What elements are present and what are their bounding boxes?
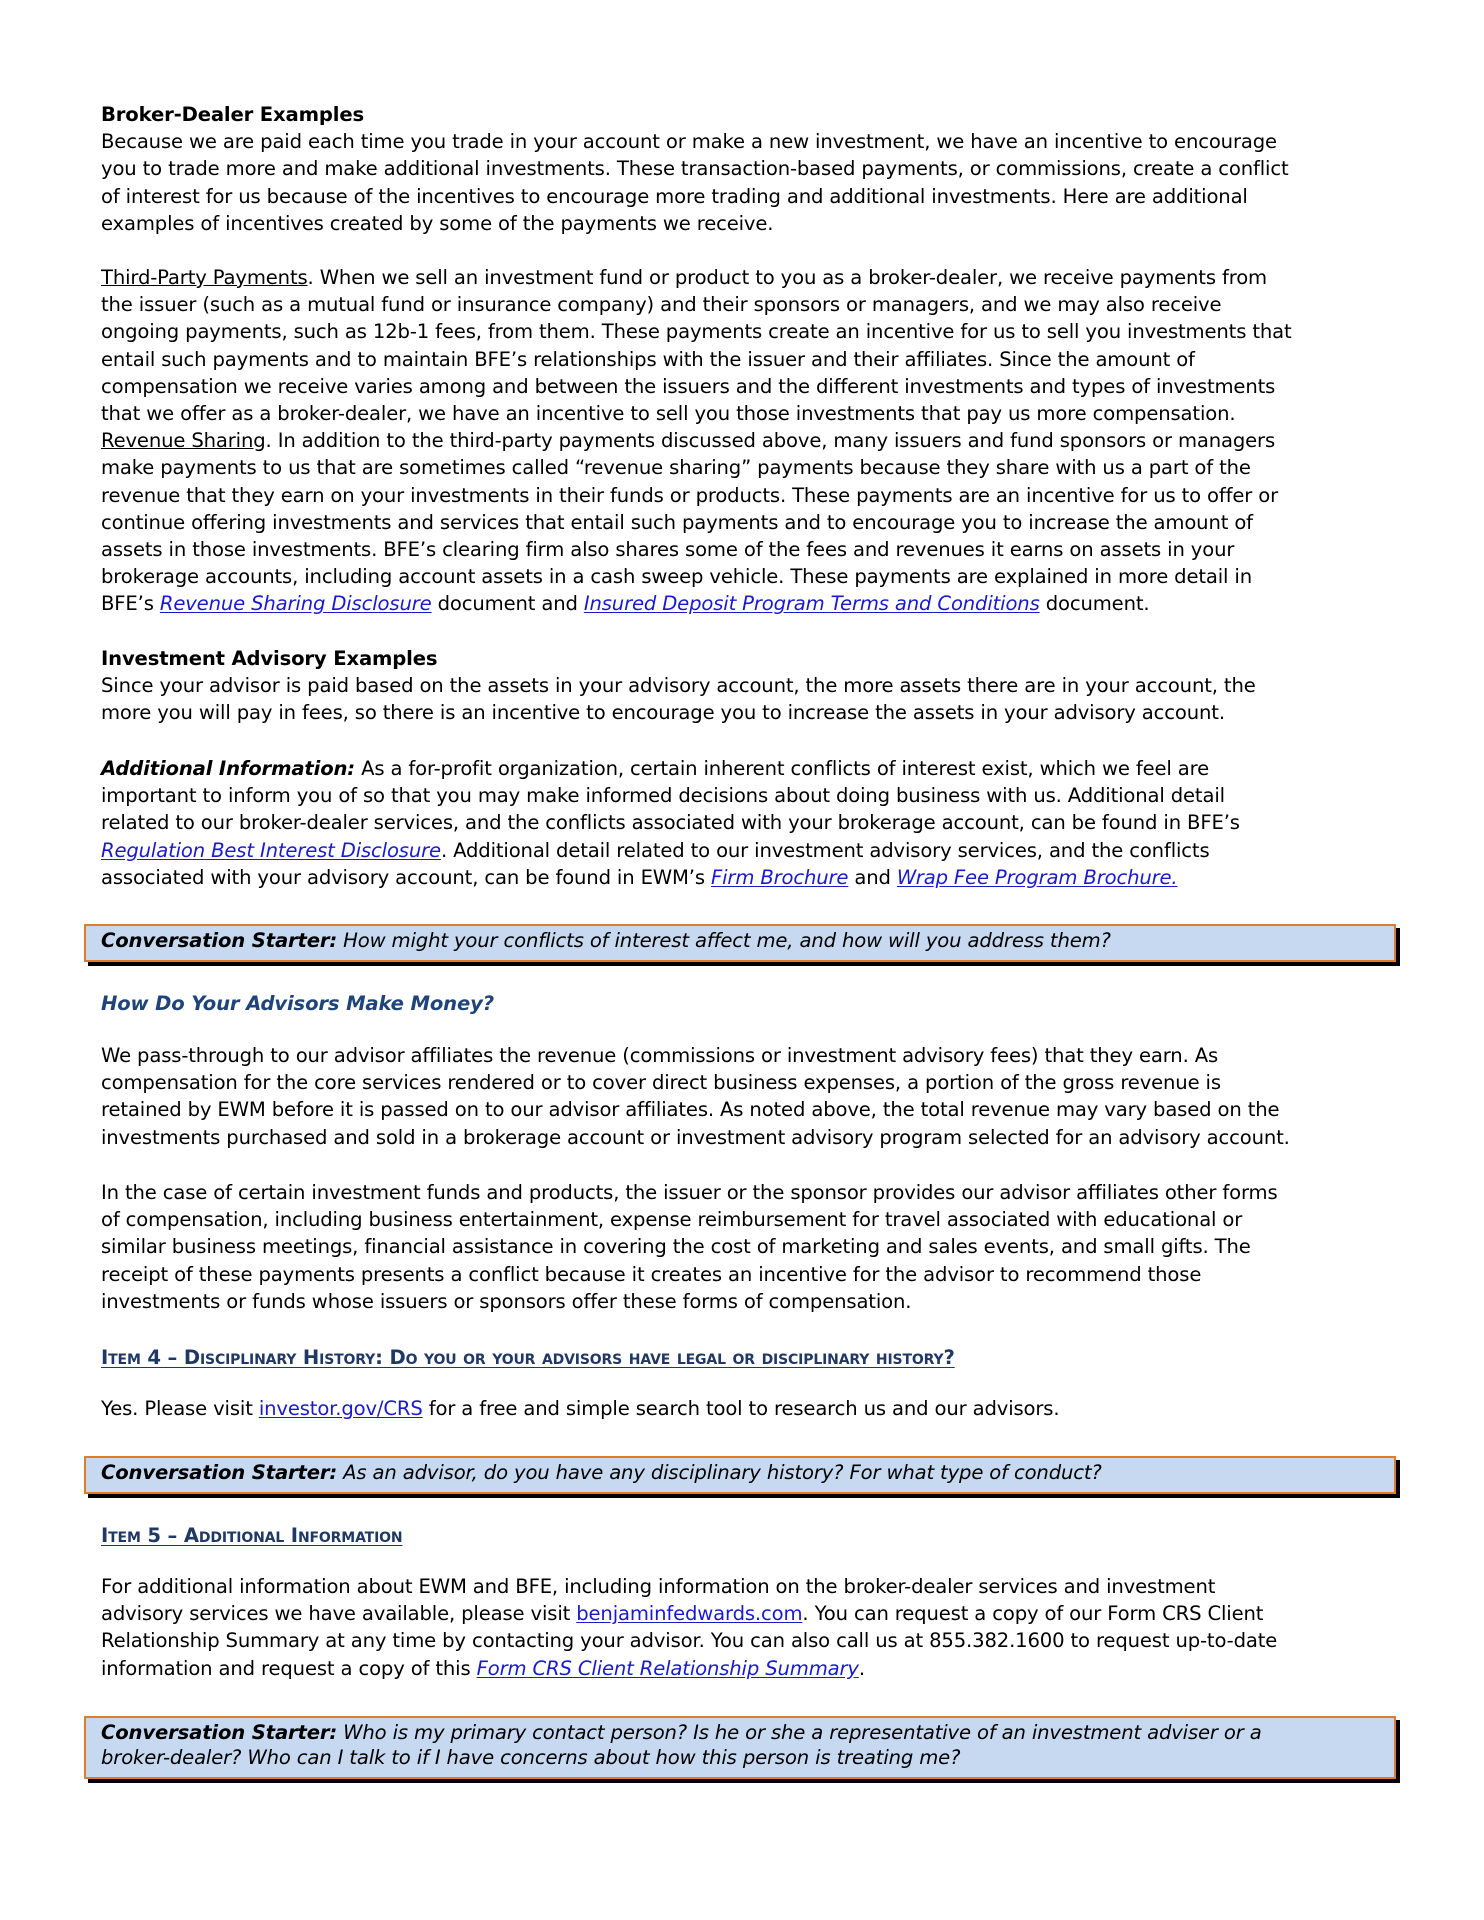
text-line [101,590,1401,617]
third-party-paragraph [101,264,1401,617]
text-segment: of interest for us because of the incentives to encourage more trading and additional investments. Here are additional [101,184,1248,208]
text-segment: the issuer (such as a mutual fund or insurance company) and their sponsors or managers, and we may also receive [101,293,1222,317]
text-line [101,291,1401,318]
text-segment: that we offer as a broker-dealer, we have an incentive to sell you those investments that pay us more compensation. [101,401,1236,425]
text-line [101,536,1401,563]
text-line [101,929,1386,954]
text-segment: Relationship Summary at any time by contacting your advisor. You can also call us at 855.382.1600 to request up-to-date [101,1629,1278,1653]
text-line [101,373,1401,400]
text-segment: make payments to us that are sometimes called “revenue sharing” payments because they share with us a part of the [101,456,1251,480]
text-line [101,155,1401,182]
text-line [101,210,1401,237]
text-segment: entail such payments and to maintain BFE’s relationships with the issuer and their affiliates. Since the amount of [101,347,1195,371]
broker-dealer-section [101,101,1401,237]
text-line [101,1069,1401,1096]
firm-brochure-link[interactable]: Firm Brochure [711,865,849,889]
text-line [101,1096,1401,1123]
investor-gov-link[interactable]: investor.gov/CRS [258,1397,423,1420]
underlined-term: Revenue Sharing [101,429,266,453]
item-5-heading [101,1522,1401,1549]
advisors-money-section [101,990,1401,1017]
text-segment: brokerage accounts, including account assets in a cash sweep vehicle. These payments are explained in more detail in [101,565,1252,589]
text-line [101,563,1401,590]
text-line [101,509,1401,536]
item-4-heading-text: Item 4 – Disciplinary History: Do you or your advisors have legal or disciplinary history? [101,1346,955,1369]
text-segment: retained by EWM before it is passed on to our advisor affiliates. As noted above, the total revenue may vary based on the [101,1098,1280,1122]
conversation-starter-text [101,1461,1386,1486]
text-segment: broker-dealer? Who can I talk to if I have concerns about how this person is treating me? [101,1745,961,1769]
text-line [101,1600,1401,1627]
text-line [101,1627,1401,1654]
conversation-starter-callout [84,924,1396,962]
text-line [101,1042,1401,1069]
bold-label: Conversation Starter: [101,1721,338,1744]
text-segment: For additional information about EWM and BFE, including information on the broker-dealer services and investment [101,1575,1216,1598]
text-segment: and [848,865,897,889]
text-line [101,482,1401,509]
text-segment: . You can request a copy of our Form CRS Client [802,1602,1264,1626]
revenue-sharing-disclosure-link[interactable]: Revenue Sharing Disclosure [159,592,432,616]
text-segment: document and [431,592,584,616]
bold-label: Conversation Starter: [101,929,338,952]
text-line [101,1721,1386,1746]
section-heading: Investment Advisory Examples [101,647,438,670]
text-segment: compensation for the core services rendered or to cover direct business expenses, a portion of the gross revenue is [101,1071,1221,1095]
benjaminfedwards-link[interactable]: benjaminfedwards.com [576,1602,803,1626]
conversation-starter-callout [84,1716,1396,1779]
item-5-paragraph [101,1573,1401,1682]
text-line [101,1261,1401,1288]
text-segment: . In addition to the third-party payments discussed above, many issuers and fund sponsors or managers [265,429,1276,453]
underlined-term: Third-Party Payments [101,266,308,289]
additional-information-paragraph [101,755,1401,891]
broker-dealer-paragraph [101,128,1401,237]
form-crs-link[interactable]: Form CRS Client Relationship Summary [476,1656,859,1680]
text-line [101,1573,1401,1600]
text-segment: In the case of certain investment funds and products, the issuer or the sponsor provides our advisor affiliates other forms [101,1181,1278,1204]
text-segment: associated with your advisory account, can be found in EWM’s [101,865,711,889]
text-segment: you to trade more and make additional investments. These transaction-based payments, or commissions, create a conflict [101,157,1289,181]
text-segment: Since your advisor is paid based on the assets in your advisory account, the more assets there are in your account, the [101,674,1256,698]
text-line [101,346,1401,373]
text-segment: information and request a copy of this [101,1656,477,1680]
bold-label: Additional Information: [101,757,355,780]
conversation-starter-text [101,1721,1386,1770]
text-segment: Because we are paid each time you trade in your account or make a new investment, we have an incentive to encourage [101,130,1277,154]
text-line [101,318,1401,345]
section-heading: Broker-Dealer Examples [101,103,364,126]
item-5-heading-text: Item 5 – Additional Information [101,1524,403,1547]
text-line [101,400,1401,427]
text-line [101,264,1401,291]
text-segment: As an advisor, do you have any disciplinary history? For what type of conduct? [337,1461,1102,1484]
text-line [101,1206,1401,1233]
text-segment: compensation we receive varies among and between the issuers and the different investments and types of investments [101,374,1276,398]
text-segment: document. [1039,592,1150,616]
text-segment: related to our broker-dealer services, and the conflicts associated with your brokerage account, can be found in BFE’s [101,811,1240,835]
text-line [101,1655,1401,1682]
text-segment: BFE’s [101,592,160,616]
text-line [101,837,1401,864]
text-line [101,1461,1386,1486]
item-4-paragraph [101,1395,1401,1422]
advisors-money-paragraph-1 [101,1042,1401,1151]
text-segment: . When we sell an investment fund or product to you as a broker-dealer, we receive payments from [307,266,1267,289]
text-line [101,699,1401,726]
text-line [101,1124,1401,1151]
text-segment: advisory services we have available, please visit [101,1602,577,1626]
text-segment: ongoing payments, such as 12b-1 fees, from them. These payments create an incentive for us to sell you investments that [101,320,1292,344]
text-segment: investments purchased and sold in a brokerage account or investment advisory program selected for an advisory account. [101,1125,1290,1149]
insured-deposit-program-link[interactable]: Insured Deposit Program Terms and Conditions [583,592,1040,616]
text-segment: for a free and simple search tool to research us and our advisors. [422,1397,1060,1420]
text-segment: assets in those investments. BFE’s clearing firm also shares some of the fees and revenues it earns on assets in your [101,537,1235,561]
text-line [101,1288,1401,1315]
text-segment: We pass-through to our advisor affiliates the revenue (commissions or investment advisory fees) that they earn. As [101,1044,1219,1067]
text-line [101,183,1401,210]
text-line [101,1233,1401,1260]
additional-information-section [101,755,1401,891]
advisors-money-paragraph-2 [101,1179,1401,1315]
section-heading: How Do Your Advisors Make Money? [101,992,494,1015]
text-segment: of compensation, including business entertainment, expense reimbursement for travel associated with educational or [101,1208,1243,1232]
bold-label: Conversation Starter: [101,1461,338,1484]
text-line [101,1179,1401,1206]
text-segment: As a for-profit organization, certain inherent conflicts of interest exist, which we feel are [355,757,1210,780]
text-segment: revenue that they earn on your investments in their funds or products. These payments are an incentive for us to offer or [101,483,1279,507]
text-segment: continue offering investments and services that entail such payments and to encourage you to increase the amount of [101,510,1253,534]
text-segment: important to inform you of so that you may make informed decisions about doing business with us. Additional detail [101,784,1225,808]
text-segment: more you will pay in fees, so there is an incentive to encourage you to increase the assets in your advisory account. [101,701,1225,725]
text-line [101,755,1401,782]
regulation-best-interest-link[interactable]: Regulation Best Interest Disclosure [101,838,441,862]
text-line [101,128,1401,155]
conversation-starter-callout [84,1456,1396,1494]
text-line [101,672,1401,699]
text-segment: How might your conflicts of interest affect me, and how will you address them? [337,929,1111,952]
text-segment: Who is my primary contact person? Is he or she a representative of an investment adviser or a [337,1721,1262,1744]
text-segment: receipt of these payments presents a conflict because it creates an incentive for the advisor to recommend those [101,1262,1202,1286]
text-line [101,864,1401,891]
third-party-payments-section [101,264,1401,617]
text-segment: . Additional detail related to our investment advisory services, and the conflicts [440,838,1210,862]
item-4-heading [101,1344,1401,1371]
text-line [101,782,1401,809]
text-segment: . [858,1656,865,1680]
investment-advisory-paragraph [101,672,1401,726]
text-line [101,427,1401,454]
wrap-fee-brochure-link[interactable]: Wrap Fee Program Brochure. [896,865,1178,889]
text-line [101,1746,1386,1771]
text-segment: examples of incentives created by some of the payments we receive. [101,211,774,235]
text-segment: Yes. Please visit [101,1397,259,1420]
text-segment: investments or funds whose issuers or sponsors offer these forms of compensation. [101,1289,912,1313]
conversation-starter-text [101,929,1386,954]
investment-advisory-section [101,645,1401,727]
text-line [101,454,1401,481]
text-line [101,1395,1401,1422]
text-segment: similar business meetings, financial assistance in covering the cost of marketing and sales events, and small gifts. The [101,1235,1251,1259]
text-line [101,809,1401,836]
